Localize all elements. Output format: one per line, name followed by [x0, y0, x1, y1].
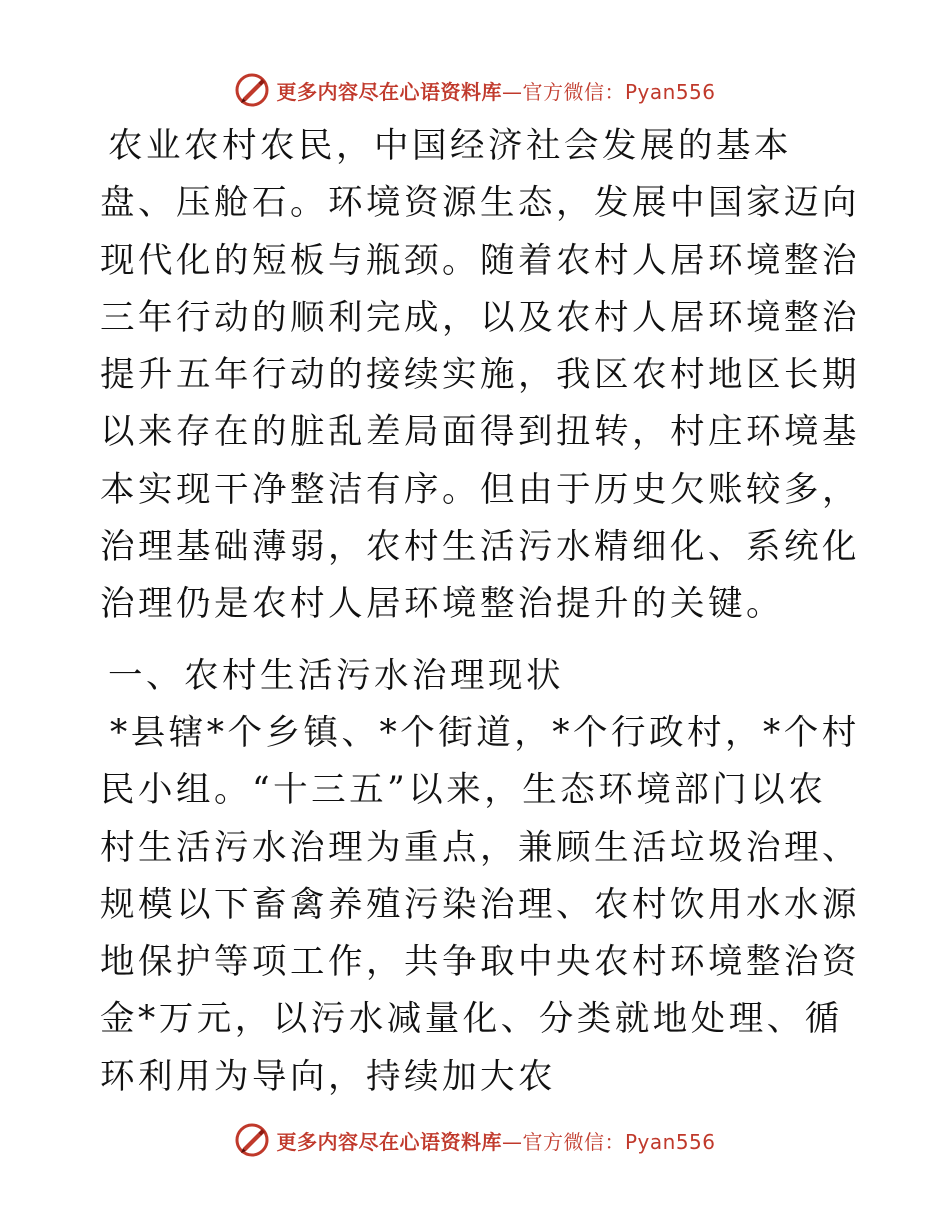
pen-logo-icon: [234, 1122, 270, 1158]
watermark-brand: 更多内容尽在心语资料库: [276, 1129, 502, 1154]
watermark-dash: —: [501, 1129, 523, 1154]
paragraph-intro: 农业农村农民，中国经济社会发展的基本盘、压舱石。环境资源生态，发展中国家迈向现代化的短板与瓶颈。随着农村人居环境整治三年行动的顺利完成，以及农村人居环境整治提升五年行动的接续实施，我区农村地区长期以来存在的脏乱差局面得到扭转，村庄环境基本实现干净整洁有序。但由于历史欠账较多，治理基础薄弱，农村生活污水精细化、系统化治理仍是农村人居环境整治提升的关键。: [100, 126, 860, 625]
header-watermark: [0, 68, 950, 112]
watermark-brand: 更多内容尽在心语资料库: [276, 79, 502, 104]
section-heading: 一、农村生活污水治理现状: [108, 655, 564, 696]
document-body: [100, 118, 860, 1106]
watermark-dash: —: [501, 79, 523, 104]
paragraph-status: *县辖*个乡镇、*个街道，*个行政村，*个村民小组。“十三五”以来，生态环境部门以农村生活污水治理为重点，兼顾生活垃圾治理、规模以下畜禽养殖污染治理、农村饮用水水源地保护等项工作，共争取中央农村环境整治资金*万元，以污水减量化、分类就地处理、循环利用为导向，持续加大农: [100, 712, 860, 1097]
watermark-wechat-label: 官方微信：: [522, 79, 625, 104]
watermark-wechat-label: 官方微信：: [522, 1129, 625, 1154]
watermark-wechat-id: Pyan556: [624, 79, 716, 104]
pen-logo-icon: [234, 72, 270, 108]
watermark-wechat-id: Pyan556: [624, 1129, 716, 1154]
footer-watermark: [0, 1118, 950, 1162]
